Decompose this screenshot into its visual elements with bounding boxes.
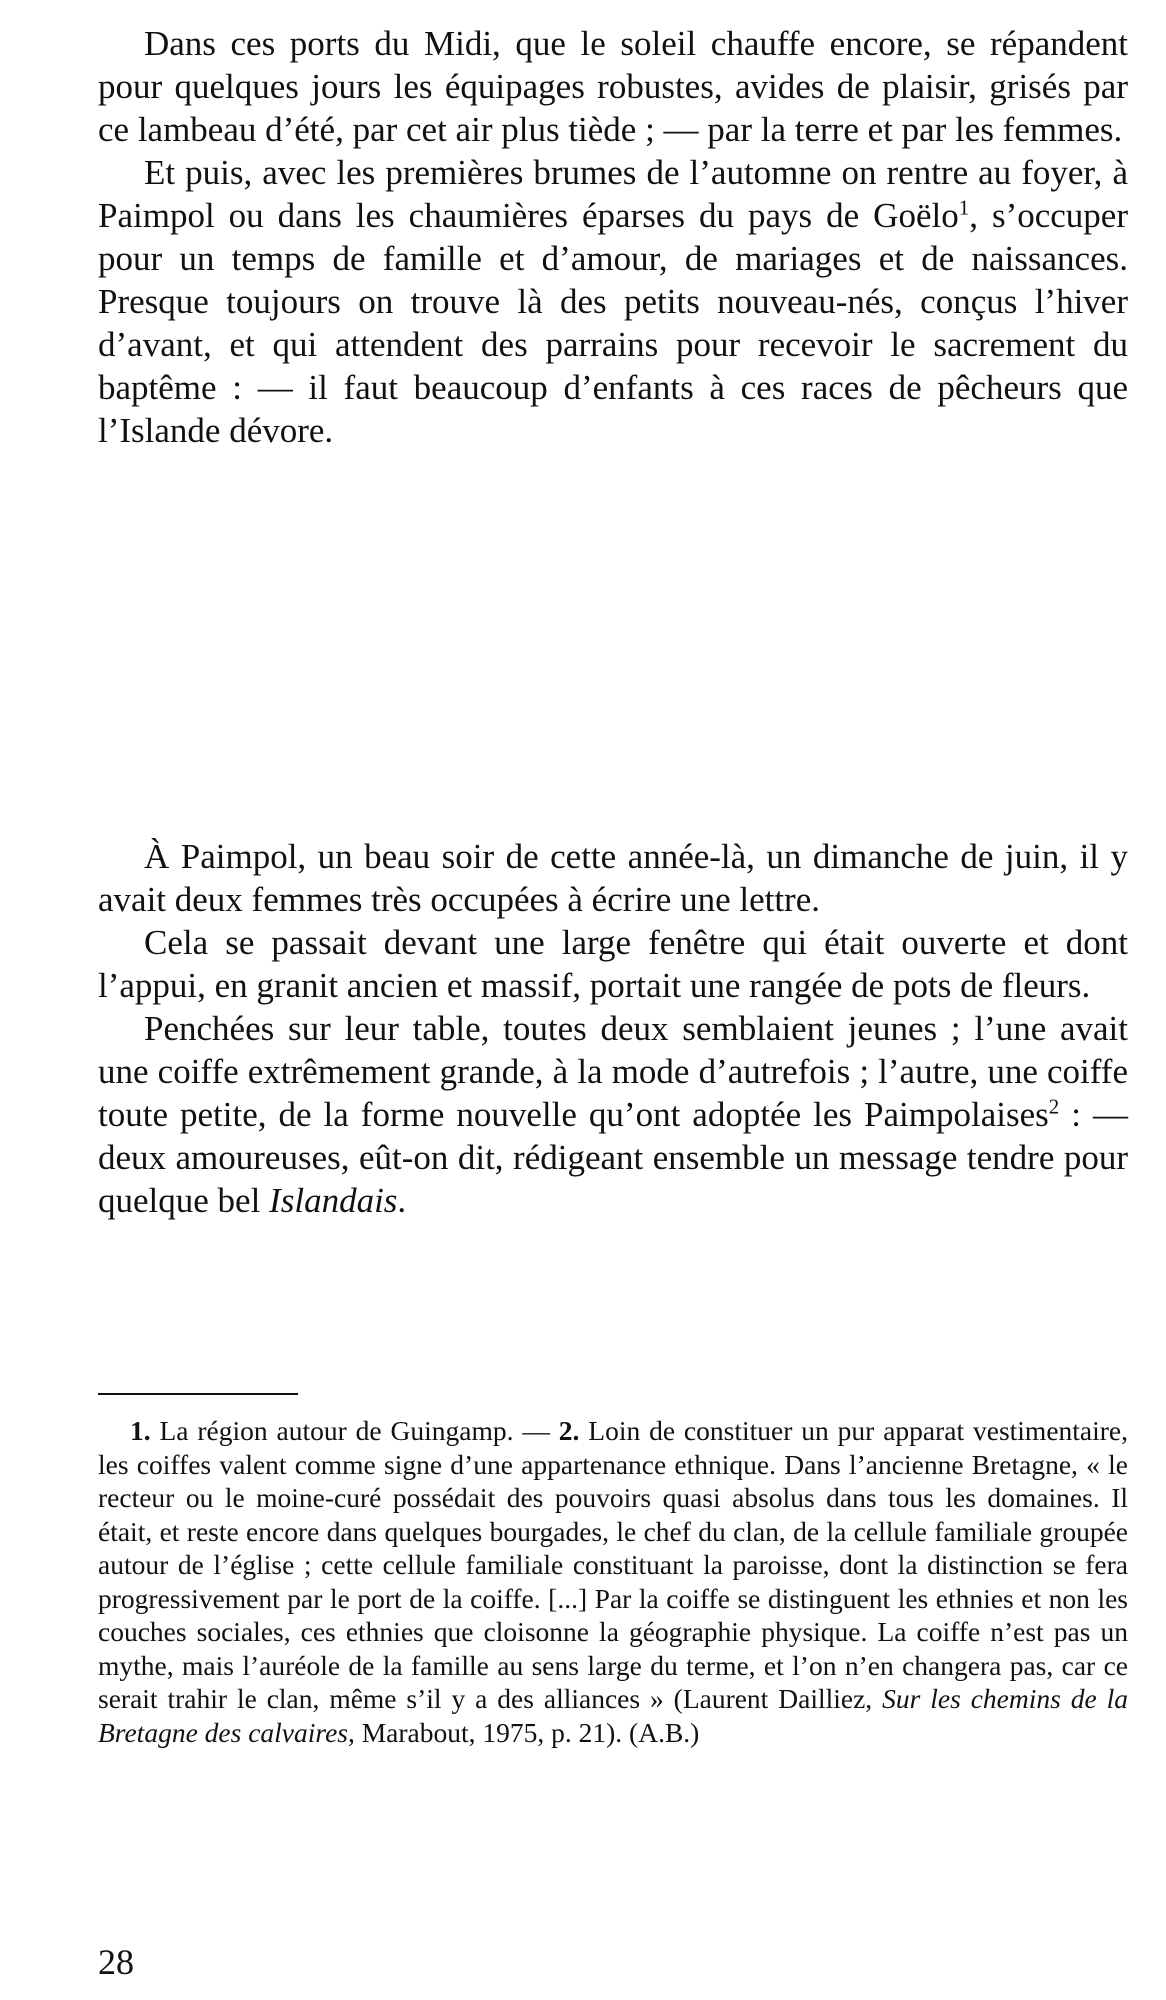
italic-islandais: Islandais — [269, 1181, 398, 1220]
top-text-block — [98, 22, 1128, 452]
paragraph-penchees: Penchées sur leur table, toutes deux semblaient jeunes ; l’une avait une coiffe extrêmement grande, à la mode d’autrefois ; l’autre, une coiffe toute petite, de la forme nouvelle qu’ont adoptée les Paimpolaises$^2$ : — deux amoureuses, eût-on dit, rédigeant ensemble un message tendre pour quelque bel Islandais. — [98, 1009, 1128, 1220]
footnote-ref-2: 2 — [1048, 1094, 1060, 1119]
paragraph-paimpol-soir: À Paimpol, un beau soir de cette année-là, un dimanche de juin, il y avait deux femmes très occupées à écrire une lettre. — [98, 837, 1128, 919]
footnotes — [98, 1414, 1128, 1749]
paragraph-fenetre: Cela se passait devant une large fenêtre qui était ouverte et dont l’appui, en granit ancien et massif, portait une rangée de pots de fleurs. — [98, 923, 1128, 1005]
paragraph-retour-au-foyer: Et puis, avec les premières brumes de l’automne on rentre au foyer, à Paimpol ou dans les chaumières éparses du pays de Goëlo$^1$, s’occuper pour un temps de famille et d’amour, de mariages et de naissances. Presque toujours on trouve là des petits nouveau-nés, conçus l’hiver d’avant, et qui attendent des parrains pour recevoir le sacrement du baptême : — il faut beaucoup d’enfants à ces races de pêcheurs que l’Islande dévore. — [98, 153, 1128, 450]
paragraph-ports-du-midi: Dans ces ports du Midi, que le soleil chauffe encore, se répandent pour quelques jours les équipages robustes, avides de plaisir, grisés par ce lambeau d’été, par cet air plus tiède ; — par la terre et par les femmes. — [98, 24, 1128, 149]
book-title: Sur les chemins de la Bretagne des calvaires — [98, 1683, 1128, 1748]
footnote-number-2: 2. — [558, 1415, 580, 1446]
page-number: 28 — [98, 1942, 134, 1982]
footnote-text: 1. La région autour de Guingamp. — 2. Loin de constituer un pur apparat vestimentaire, les coiffes valent comme signe d’une appartenance ethnique. Dans l’ancienne Bretagne, « le recteur ou le moine-curé possédait des pouvoirs quasi absolus dans tous les domaines. Il était, et reste encore dans quelques bourgades, le chef du clan, de la cellule familiale groupée autour de l’église ; cette cellule familiale constituant la paroisse, dont la distinction se fera progressivement par le port de la coiffe. [...] Par la coiffe se distinguent les ethnies et non les couches sociales, ces ethnies que cloisonne la géographie physique. La coiffe n’est pas un mythe, mais l’auréole de la famille au sens large du terme, et l’on n’en changera pas, car ce serait trahir le clan, même s’il y a des alliances » (Laurent Dailliez, Sur les chemins de la Bretagne des calvaires, Marabout, 1975, p. 21). (A.B.) — [98, 1415, 1128, 1748]
section-text-block — [98, 835, 1128, 1222]
footnote-separator — [98, 1393, 298, 1395]
footnote-ref-1: 1 — [958, 195, 970, 220]
footnote-number-1: 1. — [130, 1415, 151, 1446]
